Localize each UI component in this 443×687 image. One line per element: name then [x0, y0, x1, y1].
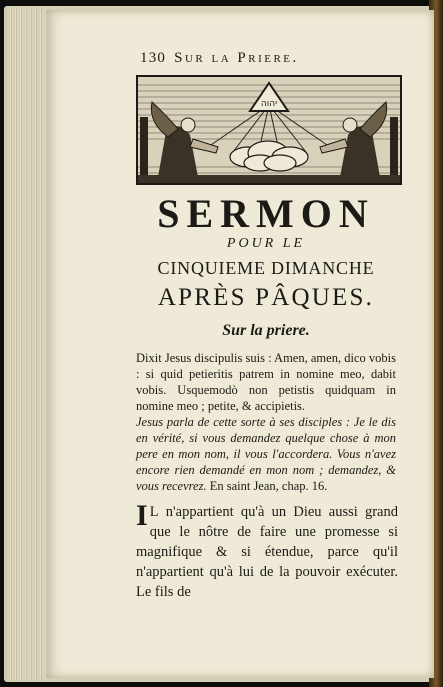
drop-cap: I — [136, 499, 148, 532]
triangle-inscription: יהוה — [260, 99, 278, 109]
vignette-illustration — [138, 77, 400, 183]
french-translation — [136, 414, 396, 494]
woodcut-vignette — [136, 75, 402, 185]
latin-epigraph: Dixit Jesus discipulis suis : Amen, amen, dico vobis : si quid petieritis patrem in nomine meo, dabit vobis. Usquemodò non petistis quidquam in nomine meo ; petite, & accipietis. — [136, 351, 396, 413]
running-head — [140, 50, 299, 67]
occasion-line-1: CINQUIEME DIMANCHE — [157, 258, 375, 278]
page-number: 130 — [140, 50, 167, 66]
sermon-title: SERMON — [157, 191, 375, 236]
occasion-line-2: APRÈS PÂQUES. — [157, 284, 375, 311]
pour-le: POUR LE — [226, 236, 306, 251]
french-text: Jesus parla de cette sorte à ses disciples : Je le dis en vérité, si vous demandez quelque chose à mon pere en mon nom, il vous l'accordera. Vous n'avez encore rien demandé en mon nom ; demandez, & vous recevrez. — [136, 415, 396, 493]
page-stack-edges — [6, 8, 46, 680]
sermon-subtitle: Sur la priere. — [222, 322, 310, 339]
first-word-rest: L — [149, 504, 159, 520]
running-title: Sur la Priere. — [174, 50, 299, 66]
body-paragraph: n'appartient qu'à un Dieu aussi grand que le nôtre de faire une promesse si magnifique & si étendue, parce qu'il n'appartient qu'à lui de la pouvoir exécuter. Le fils de — [136, 504, 398, 600]
sermon-body — [136, 499, 398, 602]
scripture-citation: En saint Jean, chap. 16. — [209, 479, 328, 493]
